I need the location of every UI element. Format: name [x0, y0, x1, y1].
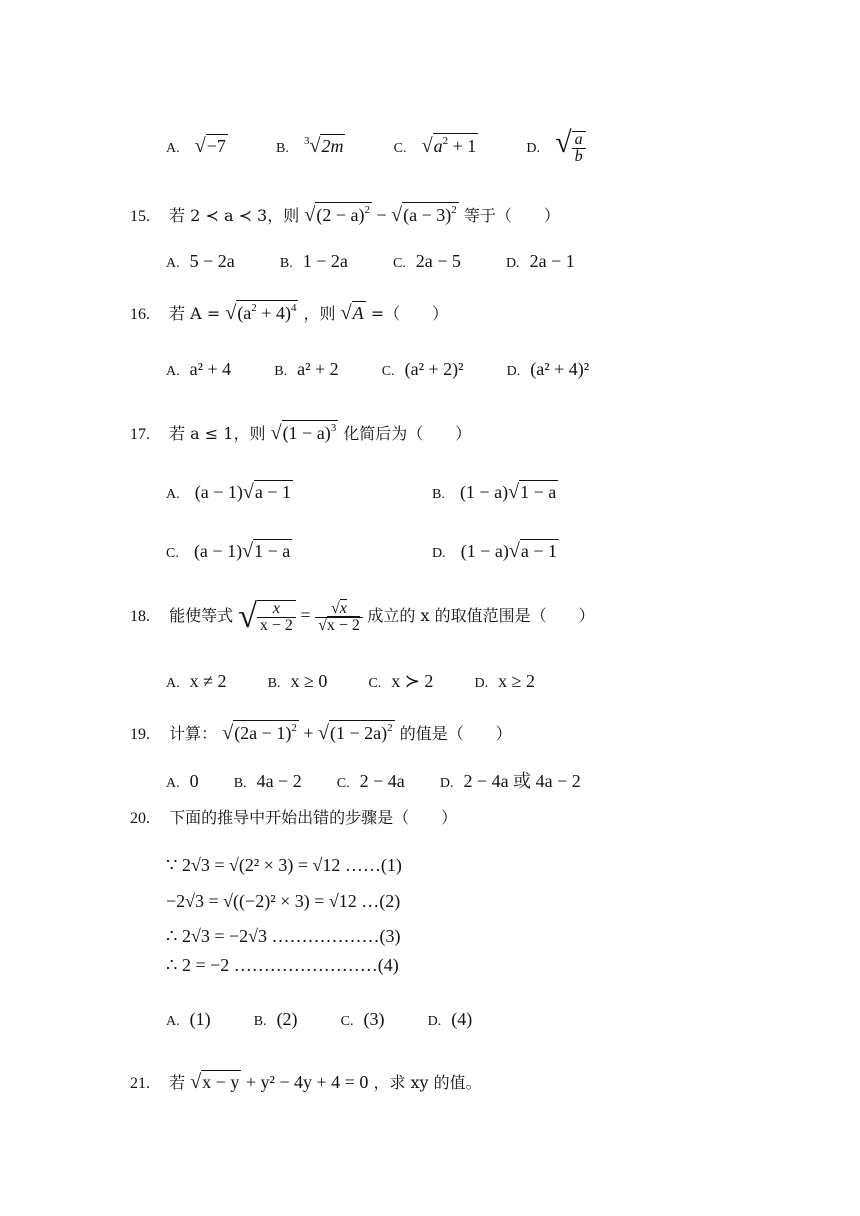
q17-option-a-expr: (a − 1)√a − 1 [194, 481, 291, 503]
q18-equation: √ $\frac{x}{x - 2}$ = $\frac{√x}{√x - 2}$ [238, 605, 367, 625]
q16-stem [130, 300, 448, 324]
q15-option-d-expr: 2a − 1 [529, 251, 575, 271]
q19-option-d-expr: 2 − 4a 或 4a − 2 [463, 771, 581, 791]
q20-option-d-expr: (4) [451, 1009, 473, 1029]
q15-option-c-label: C. [392, 256, 406, 271]
q19-option-b-label: B. [233, 776, 247, 791]
q21-expression: √x − y + y² − 4y + 4 = 0 [190, 1071, 369, 1093]
q19-option-a-label: A. [166, 776, 180, 791]
q17-option-c [166, 539, 292, 562]
q19-expression: $√(2a - 1)^2 + √(1 - 2a)^2$ [222, 722, 393, 744]
q17-text-post: 化简后为（ ） [343, 424, 472, 443]
q16-option-b-label: B. [274, 364, 288, 379]
q15-number: 15. [130, 208, 150, 225]
q21-stem [130, 1070, 482, 1093]
q17-expression: $√(1 - a)^3$ [270, 422, 337, 444]
q20-step-2: −2√3 = √((−2)² × 3) = √12 …(2) [166, 891, 401, 911]
q18-options-row [166, 672, 535, 691]
q19-option-b-expr: 4a − 2 [256, 771, 302, 791]
q14-option-c-label: C. [393, 141, 407, 156]
q16-option-d-expr: (a² + 4)² [530, 359, 590, 379]
q17-option-c-label: C. [166, 546, 179, 561]
q17-option-a [166, 480, 293, 503]
q15-option-a-label: A. [166, 256, 180, 271]
q18-stem [130, 600, 595, 634]
q16-sqrt-a: √A [340, 302, 364, 324]
q17-option-b-label: B. [432, 487, 445, 502]
q18-option-a-expr: x ≠ 2 [189, 671, 227, 691]
q17-option-d-expr: (1 − a)√a − 1 [460, 540, 557, 562]
q17-number: 17. [130, 426, 150, 443]
q16-number: 16. [130, 306, 150, 323]
q20-text: 下面的推导中开始出错的步骤是（ ） [169, 808, 458, 827]
q21-number: 21. [130, 1075, 150, 1092]
q20-option-b-label: B. [253, 1014, 267, 1029]
q19-number: 19. [130, 726, 150, 743]
q14-option-d-expr: √ $\frac{a}{b}$ [555, 136, 585, 156]
q14-option-a-label: A. [166, 141, 180, 156]
q15-text-pre: 若 2 ≺ a ≺ 3，则 [169, 206, 300, 225]
q19-text-post: 的值是（ ） [399, 724, 512, 743]
q15-text-post: 等于（ ） [463, 206, 560, 225]
q16-option-a-label: A. [166, 364, 180, 379]
q17-option-a-label: A. [166, 487, 180, 502]
q20-option-c-label: C. [340, 1014, 354, 1029]
q14-option-d-label: D. [526, 141, 541, 156]
q20-number: 20. [130, 810, 150, 827]
q20-step-3: ∴ 2√3 = −2√3 ………………(3) [166, 926, 401, 946]
q20-option-d-label: D. [427, 1014, 442, 1029]
q16-option-d-label: D. [506, 364, 521, 379]
q21-text-post: ，求 xy 的值。 [373, 1073, 482, 1092]
q19-option-c-label: C. [336, 776, 350, 791]
q19-text-pre: 计算： [169, 724, 218, 743]
q15-options-row [166, 252, 575, 271]
q19-option-a-expr: 0 [189, 771, 199, 791]
q20-step-1: ∵ 2√3 = √(2² × 3) = √12 ……(1) [166, 855, 402, 875]
q16-text-pre: 若 A = [169, 304, 226, 323]
q20-option-b-expr: (2) [276, 1009, 298, 1029]
q17-option-d [432, 539, 559, 562]
q20-stem [130, 810, 457, 827]
q20-option-a-expr: (1) [189, 1009, 211, 1029]
q16-options-row [166, 360, 589, 379]
q18-option-b-label: B. [267, 676, 281, 691]
q14-options-row [166, 128, 586, 165]
q19-option-c-expr: 2 − 4a [359, 771, 405, 791]
q17-option-b [432, 480, 558, 503]
q14-option-c-expr: $√a^2 + 1$ [421, 135, 477, 157]
q18-option-b-expr: x ≥ 0 [290, 671, 328, 691]
q18-option-d-label: D. [474, 676, 489, 691]
q15-option-b-label: B. [279, 256, 293, 271]
q18-number: 18. [130, 608, 150, 626]
q17-option-b-expr: (1 − a)√1 − a [459, 481, 557, 503]
q17-option-c-expr: (a − 1)√1 − a [193, 540, 291, 562]
q15-expression: $√(2 - a)^2 - √(a - 3)^2$ [304, 204, 457, 226]
q16-expression: $√(a^2 + 4)^4$ [225, 302, 297, 324]
q15-option-a-expr: 5 − 2a [189, 251, 235, 271]
q16-text-mid: ，则 [303, 304, 341, 323]
q20-option-a-label: A. [166, 1014, 180, 1029]
q16-text-post: =（ ） [370, 304, 449, 323]
q15-option-b-expr: 1 − 2a [302, 251, 348, 271]
q16-option-c-label: C. [381, 364, 395, 379]
q14-option-b-expr: $^3$√2m [303, 135, 344, 157]
q18-text-post: 成立的 x 的取值范围是（ ） [367, 606, 595, 626]
q15-option-c-expr: 2a − 5 [415, 251, 461, 271]
q16-option-a-expr: a² + 4 [189, 359, 232, 379]
q20-option-c-expr: (3) [363, 1009, 385, 1029]
q18-option-c-expr: x ≻ 2 [391, 671, 434, 691]
q19-options-row [166, 772, 581, 791]
q15-option-d-label: D. [506, 256, 520, 271]
q19-stem [130, 720, 512, 744]
q20-step-4: ∴ 2 = −2 ……………………(4) [166, 955, 399, 975]
q16-option-b-expr: a² + 2 [297, 359, 339, 379]
q17-text-pre: 若 a ≤ 1，则 [169, 424, 271, 443]
q18-option-a-label: A. [166, 676, 180, 691]
q15-stem [130, 202, 560, 226]
q16-option-c-expr: (a² + 2)² [404, 359, 464, 379]
q14-option-a-expr: √−7 [194, 135, 226, 157]
q18-option-d-expr: x ≥ 2 [498, 671, 535, 691]
q19-option-d-label: D. [439, 776, 454, 791]
q17-stem [130, 420, 471, 444]
q14-option-b-label: B. [276, 141, 289, 156]
q18-option-c-label: C. [368, 676, 382, 691]
q21-text-pre: 若 [169, 1073, 191, 1092]
q18-text-pre: 能使等式 [169, 606, 234, 626]
q17-option-d-label: D. [432, 546, 446, 561]
q20-options-row [166, 1010, 472, 1029]
